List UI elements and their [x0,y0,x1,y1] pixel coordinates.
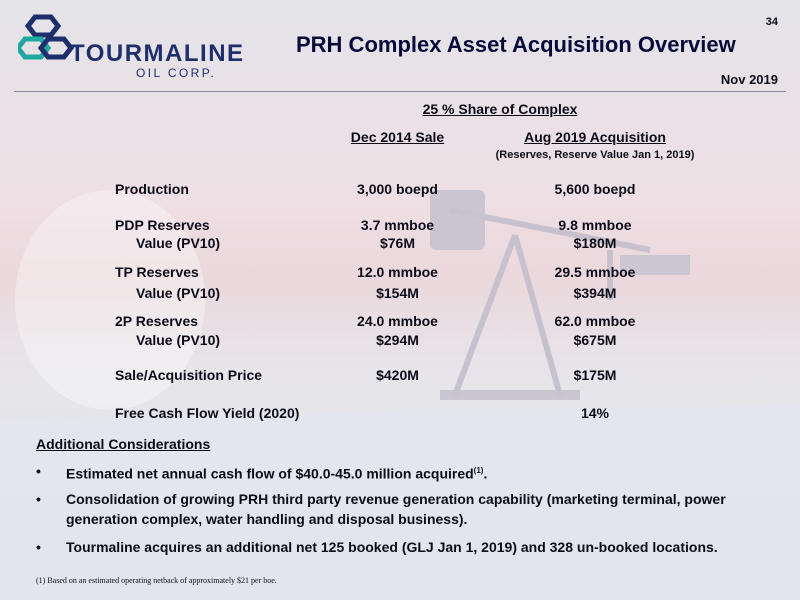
row-label: PDP Reserves [115,217,210,233]
row-label: TP Reserves [115,264,199,280]
considerations-heading: Additional Considerations [36,436,211,452]
aug-2019-value: 29.5 mmboe [554,264,636,280]
aug-2019-value: $180M [573,235,617,251]
row-label: Value (PV10) [136,285,221,301]
aug-2019-value: 9.8 mmboe [558,217,632,233]
bullet-icon: • [36,491,41,507]
col1-header: Dec 2014 Sale [350,129,445,145]
aug-2019-value: 62.0 mmboe [554,313,636,329]
dec-2014-value: $294M [376,332,419,348]
dec-2014-value: $76M [379,235,416,251]
slide-date: Nov 2019 [720,72,778,87]
page-number: 34 [765,16,778,28]
aug-2019-value: $675M [573,332,617,348]
bullet-icon: • [36,539,41,555]
aug-2019-value: $394M [573,285,617,301]
bullet-text: Tourmaline acquires an additional net 125 booked (GLJ Jan 1, 2019) and 328 un-booked locations. [66,539,718,555]
header-divider [14,91,786,92]
row-label: Sale/Acquisition Price [115,367,263,383]
logo-subtitle: OIL CORP. [136,66,217,80]
row-label: 2P Reserves [115,313,199,329]
bullet-text: Consolidation of growing PRH third party revenue generation capability (marketing terminal, power generation complex, water handling and disposal business). [66,491,726,527]
aug-2019-value: $175M [573,367,617,383]
row-label: Value (PV10) [136,332,221,348]
page-title: PRH Complex Asset Acquisition Overview [296,32,736,57]
aug-2019-value: 14% [580,405,610,421]
tourmaline-logo [16,14,246,84]
dec-2014-value: $420M [376,367,419,383]
dec-2014-value: 24.0 mmboe [357,313,438,329]
col2-header: Aug 2019 Acquisition [524,129,666,145]
dec-2014-value: $154M [376,285,419,301]
footnote: (1) Based on an estimated operating netback of approximately $21 per boe. [36,576,277,585]
footnote-ref: (1) [473,466,484,475]
logo-wordmark: TOURMALINE [70,40,245,67]
row-label: Free Cash Flow Yield (2020) [115,405,300,421]
col2-subheader: (Reserves, Reserve Value Jan 1, 2019) [495,149,695,161]
hexagon-logo-icon [18,14,78,74]
row-label: Value (PV10) [136,235,221,251]
dec-2014-value: 12.0 mmboe [357,264,438,280]
bullet-text: Estimated net annual cash flow of $40.0-45.0 million acquired$^{(1)}$. [66,465,488,482]
row-label: Production [115,181,189,197]
bullet-icon: • [36,463,41,479]
dec-2014-value: 3,000 boepd [357,181,438,197]
dec-2014-value: 3.7 mmboe [360,217,435,233]
group-header: 25 % Share of Complex [422,101,578,117]
aug-2019-value: 5,600 boepd [554,181,636,197]
